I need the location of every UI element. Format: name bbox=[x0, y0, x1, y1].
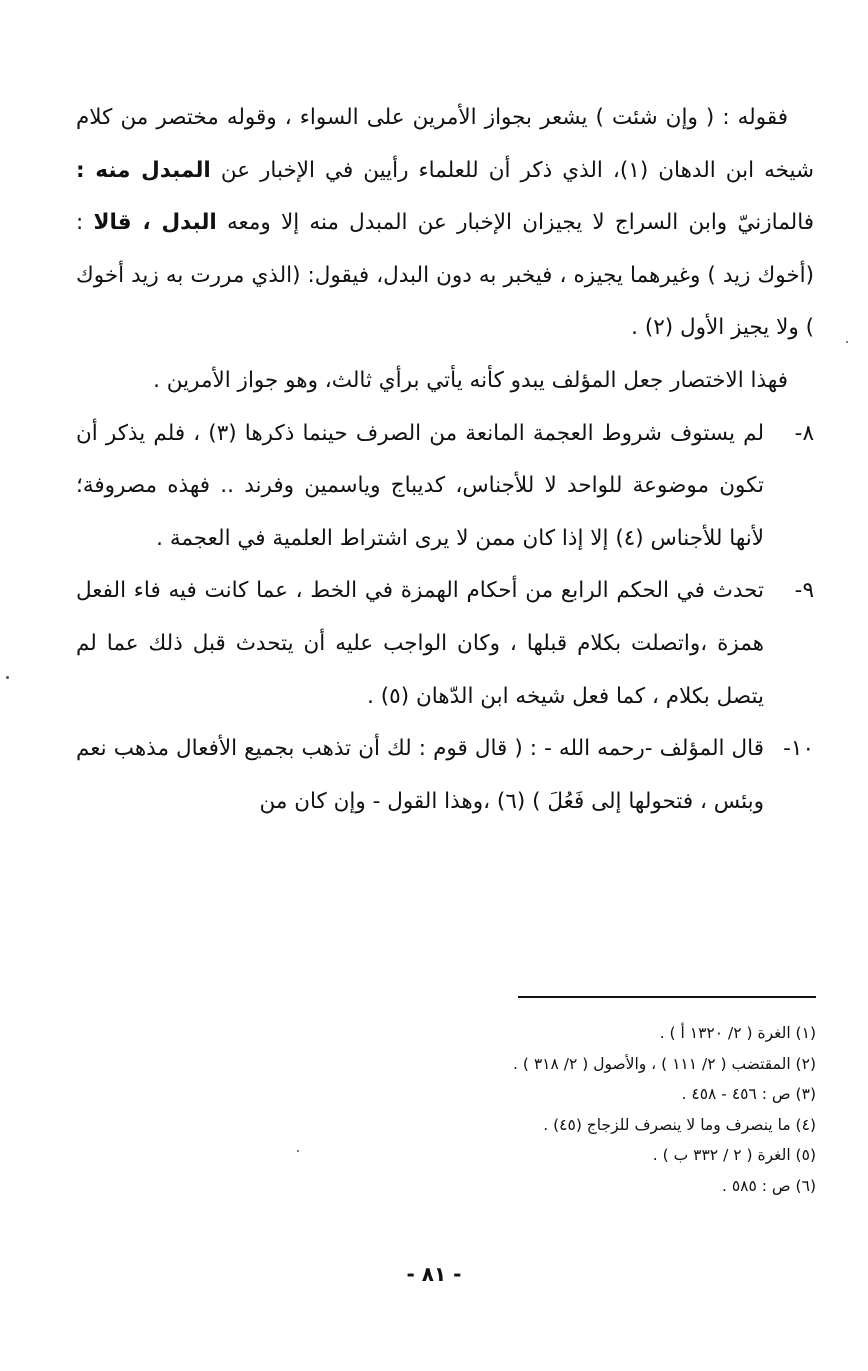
list-item-number: ١٠- bbox=[783, 736, 814, 762]
paragraph-1-end: :(أخوك زيد ) وغيرهما يجيزه ، فيخبر به دون البدل، فيقول: (الذي مررت به زيد أخوك ) ولا يجيز الأول (٢) . bbox=[76, 210, 814, 341]
footnote: (١) الغرة ( ٢/ ١٣٢٠ أ ) . bbox=[659, 1024, 816, 1042]
list-item-number: ٩- bbox=[794, 578, 814, 604]
paragraph-1-continuation: فالمازنيّ وابن السراج لا يجيزان الإخبار عن المبدل منه إلا ومعه bbox=[226, 210, 815, 236]
list-item bbox=[76, 408, 814, 566]
list-item-text: قال المؤلف -رحمه الله - : ( قال قوم : لك أن تذهب بجميع الأفعال مذهب نعم وبئس ، فتحولها إلى فَعُلَ ) (٦) ،وهذا القول - وإن كان من bbox=[76, 736, 764, 814]
footnotes bbox=[300, 1018, 816, 1201]
paragraph-2: فهذا الاختصار جعل المؤلف يبدو كأنه يأتي برأي ثالث، وهو جواز الأمرين . bbox=[153, 367, 788, 393]
scan-speck bbox=[6, 676, 9, 679]
footnote: (٢) المقتضب ( ٢/ ١١١ ) ، والأصول ( ٢/ ٣١٨ ) . bbox=[513, 1054, 816, 1073]
scan-speck bbox=[846, 341, 848, 343]
scan-speck bbox=[297, 1150, 299, 1152]
list-item bbox=[76, 723, 814, 828]
list-item-number: ٨- bbox=[794, 420, 814, 446]
footnote-separator bbox=[518, 996, 816, 998]
list-item-text: لم يستوف شروط العجمة المانعة من الصرف حينما ذكرها (٣) ، فلم يذكر أن تكون موضوعة للواحد لا للأجناس، كديباج وياسمين وفرند .. فهذه مصروفة؛ لأنها للأجناس (٤) إلا إذا كان ممن لا يرى اشتراط العلمية في العجمة . bbox=[76, 420, 764, 551]
list-item bbox=[76, 565, 814, 723]
paragraph-1 bbox=[76, 92, 814, 355]
bold-term-mubdal-minhu: المبدل منه : bbox=[76, 157, 211, 183]
main-text bbox=[76, 92, 814, 828]
footnote: (٥) الغرة ( ٢ / ٣٣٢ ب ) . bbox=[652, 1146, 816, 1164]
list-item-text: تحدث في الحكم الرابع من أحكام الهمزة في الخط ، عما كانت فيه فاء الفعل همزة ،واتصلت بكلام قبلها ، وكان الواجب عليه أن يتحدث قبل ذلك عما لم يتصل بكلام ، كما فعل شيخه ابن الدّهان (٥) . bbox=[76, 578, 764, 709]
footnote: (٣) ص : ٤٥٦ - ٤٥٨ . bbox=[681, 1085, 816, 1103]
paragraph-1-text: فقوله : ( وإن شئت ) يشعر بجواز الأمرين على السواء ، وقوله مختصر من كلام شيخه ابن الدهان (١)، الذي ذكر أن للعلماء رأيين في الإخبار عن bbox=[76, 105, 815, 183]
bold-term-badal-qala: البدل ، قالا bbox=[93, 210, 217, 236]
footnote: (٦) ص : ٥٨٥ . bbox=[721, 1176, 816, 1195]
page-number: - ٨١ - bbox=[406, 1262, 462, 1286]
footnote: (٤) ما ينصرف وما لا ينصرف للزجاج (٤٥) . bbox=[543, 1115, 816, 1134]
